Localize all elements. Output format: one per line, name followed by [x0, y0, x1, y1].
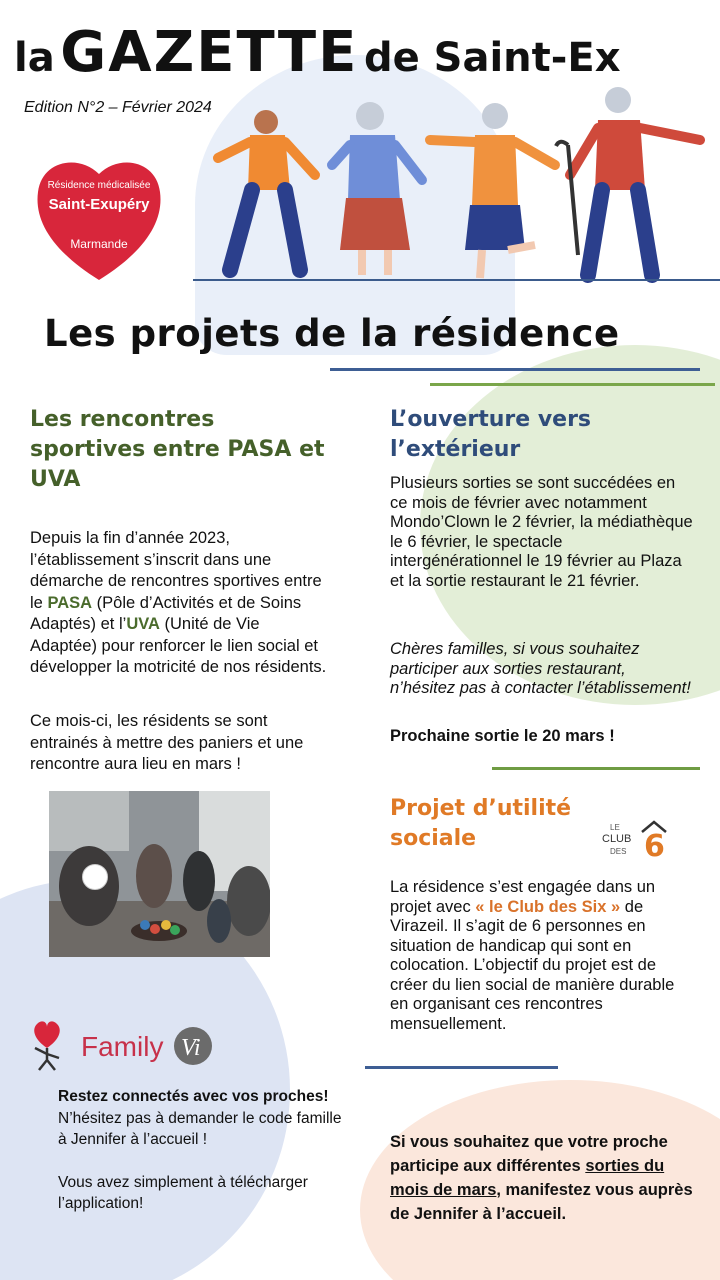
masthead-gazette: GAZETTE	[60, 20, 359, 85]
divider-blue-2	[365, 1066, 558, 1069]
sports-meetings-paragraph	[30, 528, 330, 679]
familyvi-logo-text: Family	[81, 1031, 164, 1062]
dancing-man-figure	[218, 110, 315, 270]
march-outings-underlined: sorties du mois de mars	[390, 1157, 665, 1199]
club-des-six-paragraph	[390, 878, 690, 1034]
text-segment: (Pôle d’Activités et de Soins Adaptés) et l’	[30, 593, 302, 633]
text-segment: de Virazeil. Il s’agit de 6 personnes en situation de handicap qui sont en colocation. L’objectif du projet est de créer du lien social de manière durable en organisant ces rencontres mensuellement.	[390, 897, 675, 1033]
dancing-man-cane-figure	[556, 87, 700, 275]
next-outing-line: Prochaine sortie le 20 mars !	[390, 727, 615, 745]
spacer	[58, 1151, 348, 1172]
residents-photo	[49, 791, 270, 957]
club-logo-club: CLUB	[602, 833, 632, 845]
outside-outings-title: L’ouverture vers l’extérieur	[390, 407, 592, 462]
masthead-saint-ex: de Saint-Ex	[363, 35, 621, 81]
familyvi-paragraph	[58, 1086, 348, 1215]
masthead-la: la	[14, 35, 55, 81]
dancing-woman-orange-figure	[430, 103, 555, 278]
club-logo-number: 6	[644, 829, 665, 860]
pasa-highlight: PASA	[47, 593, 93, 612]
text-segment: La résidence s’est engagée dans un projet avec	[390, 878, 656, 916]
divider-green-1	[430, 383, 715, 386]
familyvi-logo-icon	[25, 1018, 215, 1074]
photo-marker	[82, 864, 108, 890]
divider-green-2	[492, 767, 700, 770]
text-segment: , manifestez vous auprès de Jennifer à l’accueil.	[390, 1181, 693, 1223]
club-des-six-logo-icon	[598, 818, 672, 860]
edition-line: Edition N°2 – Février 2024	[24, 99, 212, 116]
text-segment: Si vous souhaitez que votre proche participe aux différentes	[390, 1133, 668, 1175]
sports-meetings-title: Les rencontres sportives entre PASA et UVA	[30, 407, 325, 492]
uva-highlight: UVA	[126, 615, 160, 633]
families-restaurant-paragraph: Chères familles, si vous souhaitez participer aux sorties restaurant, n’hésitez pas à contacter l’établissement!	[390, 640, 691, 697]
masthead-title	[14, 20, 621, 85]
familyvi-code-text: N’hésitez pas à demander le code famille à Jennifer à l’accueil !	[58, 1109, 342, 1148]
social-project-title: Projet d’utilité sociale	[390, 796, 572, 851]
residence-logo-line1: Résidence médicalisée	[47, 180, 151, 191]
hero-divider	[193, 279, 720, 281]
baskets-paragraph: Ce mois-ci, les résidents se sont entrainés à mettre des paniers et une rencontre aura lieu en mars !	[30, 712, 304, 773]
familyvi-bold-line: Restez connectés avec vos proches!	[58, 1088, 329, 1105]
march-outings-note	[390, 1130, 700, 1226]
club-des-six-highlight: « le Club des Six »	[475, 897, 621, 916]
club-logo-le: LE	[610, 823, 620, 832]
familyvi-logo-suffix: Vi	[181, 1035, 201, 1061]
residence-logo-city: Marmande	[70, 237, 128, 251]
outings-paragraph: Plusieurs sorties se sont succédées en ce mois de février avec notamment Mondo’Clown le 2 février, la médiathèque le 6 février, le spectacle intergénérationnel le 19 février au Plaza et la sortie restaurant le 21 février.	[390, 474, 693, 590]
dancing-woman-blue-figure	[332, 102, 422, 275]
section-title: Les projets de la résidence	[44, 312, 620, 355]
residence-heart-logo-icon	[34, 152, 164, 282]
residence-logo-name: Saint-Exupéry	[48, 196, 150, 213]
text-segment: (Unité de Vie Adaptée) pour renforcer le lien social et développer la motricité de nos résidents.	[30, 615, 327, 676]
club-logo-des: DES	[610, 847, 627, 856]
divider-blue-1	[330, 368, 700, 371]
text-segment: Depuis la fin d’année 2023, l’établissement s’inscrit dans une démarche de rencontres sportives entre le	[30, 529, 322, 612]
familyvi-download-text: Vous avez simplement à télécharger l’application!	[58, 1173, 308, 1212]
dancing-seniors-illustration	[190, 80, 720, 285]
